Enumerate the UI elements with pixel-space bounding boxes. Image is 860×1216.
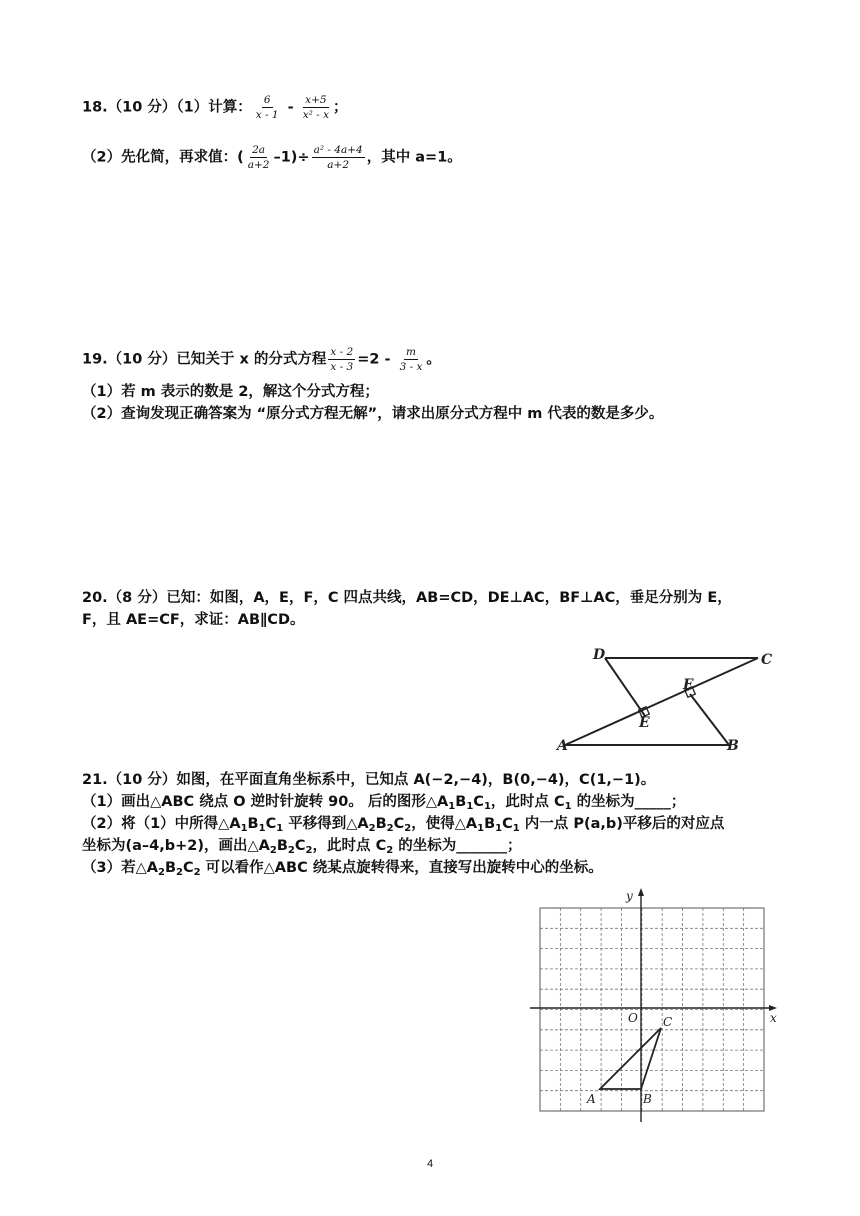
q18-part2: （2）先化简，再求值：( $\frac{2a}{a+2}$ –1)÷ $\frac{\text{a² - 4a+4}}{a+2}$ ，其中 a=1。 <box>82 144 462 171</box>
segment-de <box>605 658 645 716</box>
page-number: 4 <box>426 1158 434 1170</box>
triangle-abc <box>600 1028 661 1089</box>
label-c: C <box>761 652 773 668</box>
label-a: A <box>557 738 568 754</box>
q21-part2-line2: 坐标为(a–4,b+2)，画出$\triangle A_2B_2C_2$，此时点 $C_2$ 的坐标为_______； <box>82 838 522 856</box>
point-c-label: C <box>663 1015 673 1029</box>
segment-bf <box>690 694 729 745</box>
q19-head: 19.（10 分）已知关于 x 的分式方程 $\frac{x - 2}{x - 3}$ =2 - $\frac{m}{3 - x}$ 。 <box>82 346 441 373</box>
fraction: $\frac{x - 2}{x - 3}$ <box>330 346 354 373</box>
q21-part3: （3）若$\triangle A_2B_2C_2$ 可以看作△ABC 绕某点旋转得来，直接写出旋转中心的坐标。 <box>82 860 603 878</box>
fraction: $\frac{2a}{a+2}$ <box>247 144 270 171</box>
label-d: D <box>593 647 606 663</box>
segment-ac <box>565 658 758 745</box>
q21-part1: （1）画出△ABC 绕点 O 逆时针旋转 90。 后的图形$\triangle A_1B_1C_1$，此时点 $C_1$ 的坐标为_____； <box>82 794 686 812</box>
label-b: B <box>727 738 739 754</box>
point-b-label: B <box>643 1092 652 1106</box>
fraction: $\frac{x+5}{\text{x² - x}}$ <box>302 94 329 121</box>
origin-label: O <box>628 1011 638 1025</box>
y-axis-label: y <box>626 889 633 903</box>
q21-line1: 21.（10 分）如图，在平面直角坐标系中，已知点 A(−2,−4)，B(0,−4)，C(1,−1)。 <box>82 772 656 788</box>
x-axis-label: x <box>770 1011 777 1025</box>
fraction: $\frac{6}{x - 1}$ <box>255 94 279 121</box>
q19-part1: （1）若 m 表示的数是 2，解这个分式方程； <box>82 384 379 400</box>
q20-figure <box>555 642 785 754</box>
label-e: E <box>639 715 650 731</box>
q21-coordinate-grid <box>530 886 785 1122</box>
label-f: F <box>683 677 693 693</box>
q21-part2-line1: （2）将（1）中所得$\triangle A_1B_1C_1$ 平移得到$\triangle A_2B_2C_2$，使得$\triangle A_1B_1C_1$ 内一点 P(a,b)平移后的对应点 <box>82 816 725 834</box>
grid-lines <box>540 908 764 1111</box>
fraction: $\frac{m}{3 - x}$ <box>399 346 423 373</box>
fraction: $\frac{\text{a² - 4a+4}}{a+2}$ <box>313 144 363 171</box>
y-arrow-icon <box>638 888 644 896</box>
q20-line1: 20.（8 分）已知：如图，A，E，F，C 四点共线，AB=CD，DE⊥AC，BF⊥AC，垂足分别为 E， <box>82 590 732 606</box>
q19-part2: （2）查询发现正确答案为 “原分式方程无解”，请求出原分式方程中 m 代表的数是多少。 <box>82 406 664 422</box>
q20-line2: F，且 AE=CF，求证：AB∥CD。 <box>82 612 305 628</box>
point-a-label: A <box>587 1092 596 1106</box>
q18-part1: 18.（10 分）（1）计算： $\frac{6}{x - 1}$ - $\frac{x+5}{\text{x² - x}}$ ； <box>82 94 348 121</box>
